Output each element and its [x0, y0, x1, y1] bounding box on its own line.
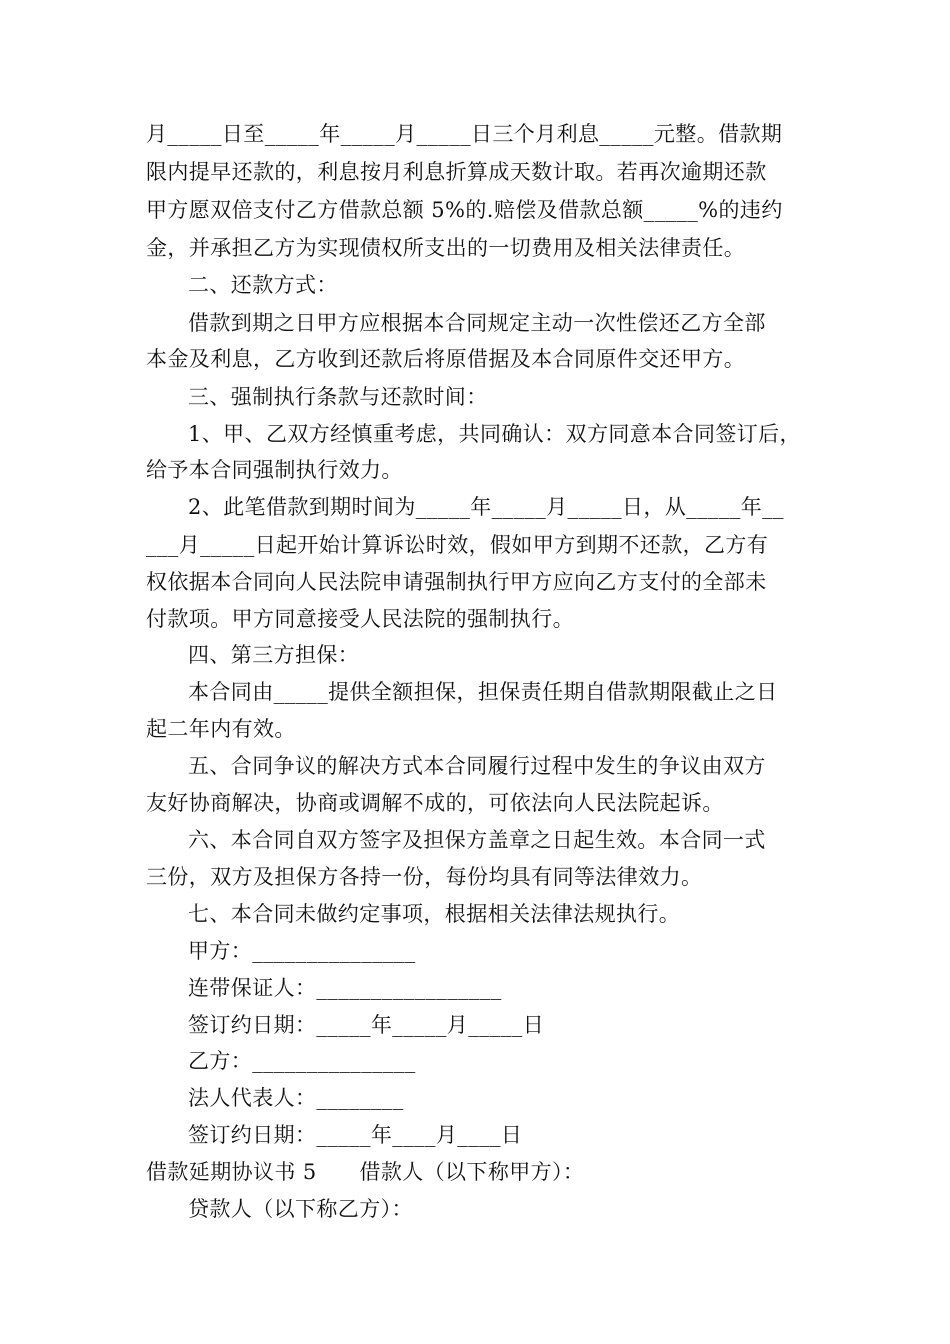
- text-line: 贷款人（以下称乙方）：: [188, 1197, 413, 1221]
- text-line: 七、本合同未做约定事项，根据相关法律法规执行。: [188, 902, 681, 926]
- text-line: 甲方愿双倍支付乙方借款总额 5%的.赔偿及借款总额_____%的违约: [146, 198, 783, 222]
- text-line: 给予本合同强制执行效力。: [146, 458, 403, 482]
- signature-legal-rep: 法人代表人：________: [188, 1086, 404, 1110]
- signature-party-a: 甲方：_______________: [188, 939, 416, 963]
- text-line: ___月_____日起开始计算诉讼时效，假如甲方到期不还款，乙方有: [146, 533, 769, 557]
- document-title: 借款延期协议书 5 借款人（以下称甲方）：: [146, 1160, 585, 1184]
- text-line: 金，并承担乙方为实现债权所支出的一切费用及相关法律责任。: [146, 236, 746, 260]
- text-line: 本金及利息，乙方收到还款后将原借据及本合同原件交还甲方。: [146, 347, 746, 371]
- text-line: 月_____日至_____年_____月_____日三个月利息_____元整。借款期: [146, 122, 783, 146]
- text-line: 1、甲、乙双方经慎重考虑，共同确认：双方同意本合同签订后，: [188, 422, 801, 446]
- text-line: 五、合同争议的解决方式本合同履行过程中发生的争议由双方: [188, 754, 766, 778]
- section-heading: 三、强制执行条款与还款时间：: [188, 385, 488, 409]
- text-line: 三份，双方及担保方各持一份，每份均具有同等法律效力。: [146, 865, 703, 889]
- text-line: 六、本合同自双方签字及担保方盖章之日起生效。本合同一式: [188, 828, 766, 852]
- signature-date: 签订约日期：_____年____月____日: [188, 1123, 523, 1147]
- text-line: 借款到期之日甲方应根据本合同规定主动一次性偿还乙方全部: [188, 311, 766, 335]
- text-line: 限内提早还款的，利息按月利息折算成天数计取。若再次逾期还款: [146, 160, 767, 184]
- signature-party-b: 乙方：_______________: [188, 1049, 416, 1073]
- signature-date: 签订约日期：_____年_____月_____日: [188, 1013, 545, 1037]
- signature-guarantor: 连带保证人：_________________: [188, 976, 502, 1000]
- text-line: 2、此笔借款到期时间为_____年_____月_____日，从_____年__: [188, 495, 784, 519]
- text-line: 付款项。甲方同意接受人民法院的强制执行。: [146, 607, 574, 631]
- section-heading: 四、第三方担保：: [188, 643, 360, 667]
- section-heading: 二、还款方式：: [188, 273, 338, 297]
- text-line: 本合同由_____提供全额担保，担保责任期自借款期限截止之日: [188, 680, 778, 704]
- text-line: 起二年内有效。: [146, 717, 296, 741]
- text-line: 友好协商解决，协商或调解不成的，可依法向人民法院起诉。: [146, 791, 724, 815]
- text-line: 权依据本合同向人民法院申请强制执行甲方应向乙方支付的全部未: [146, 570, 767, 594]
